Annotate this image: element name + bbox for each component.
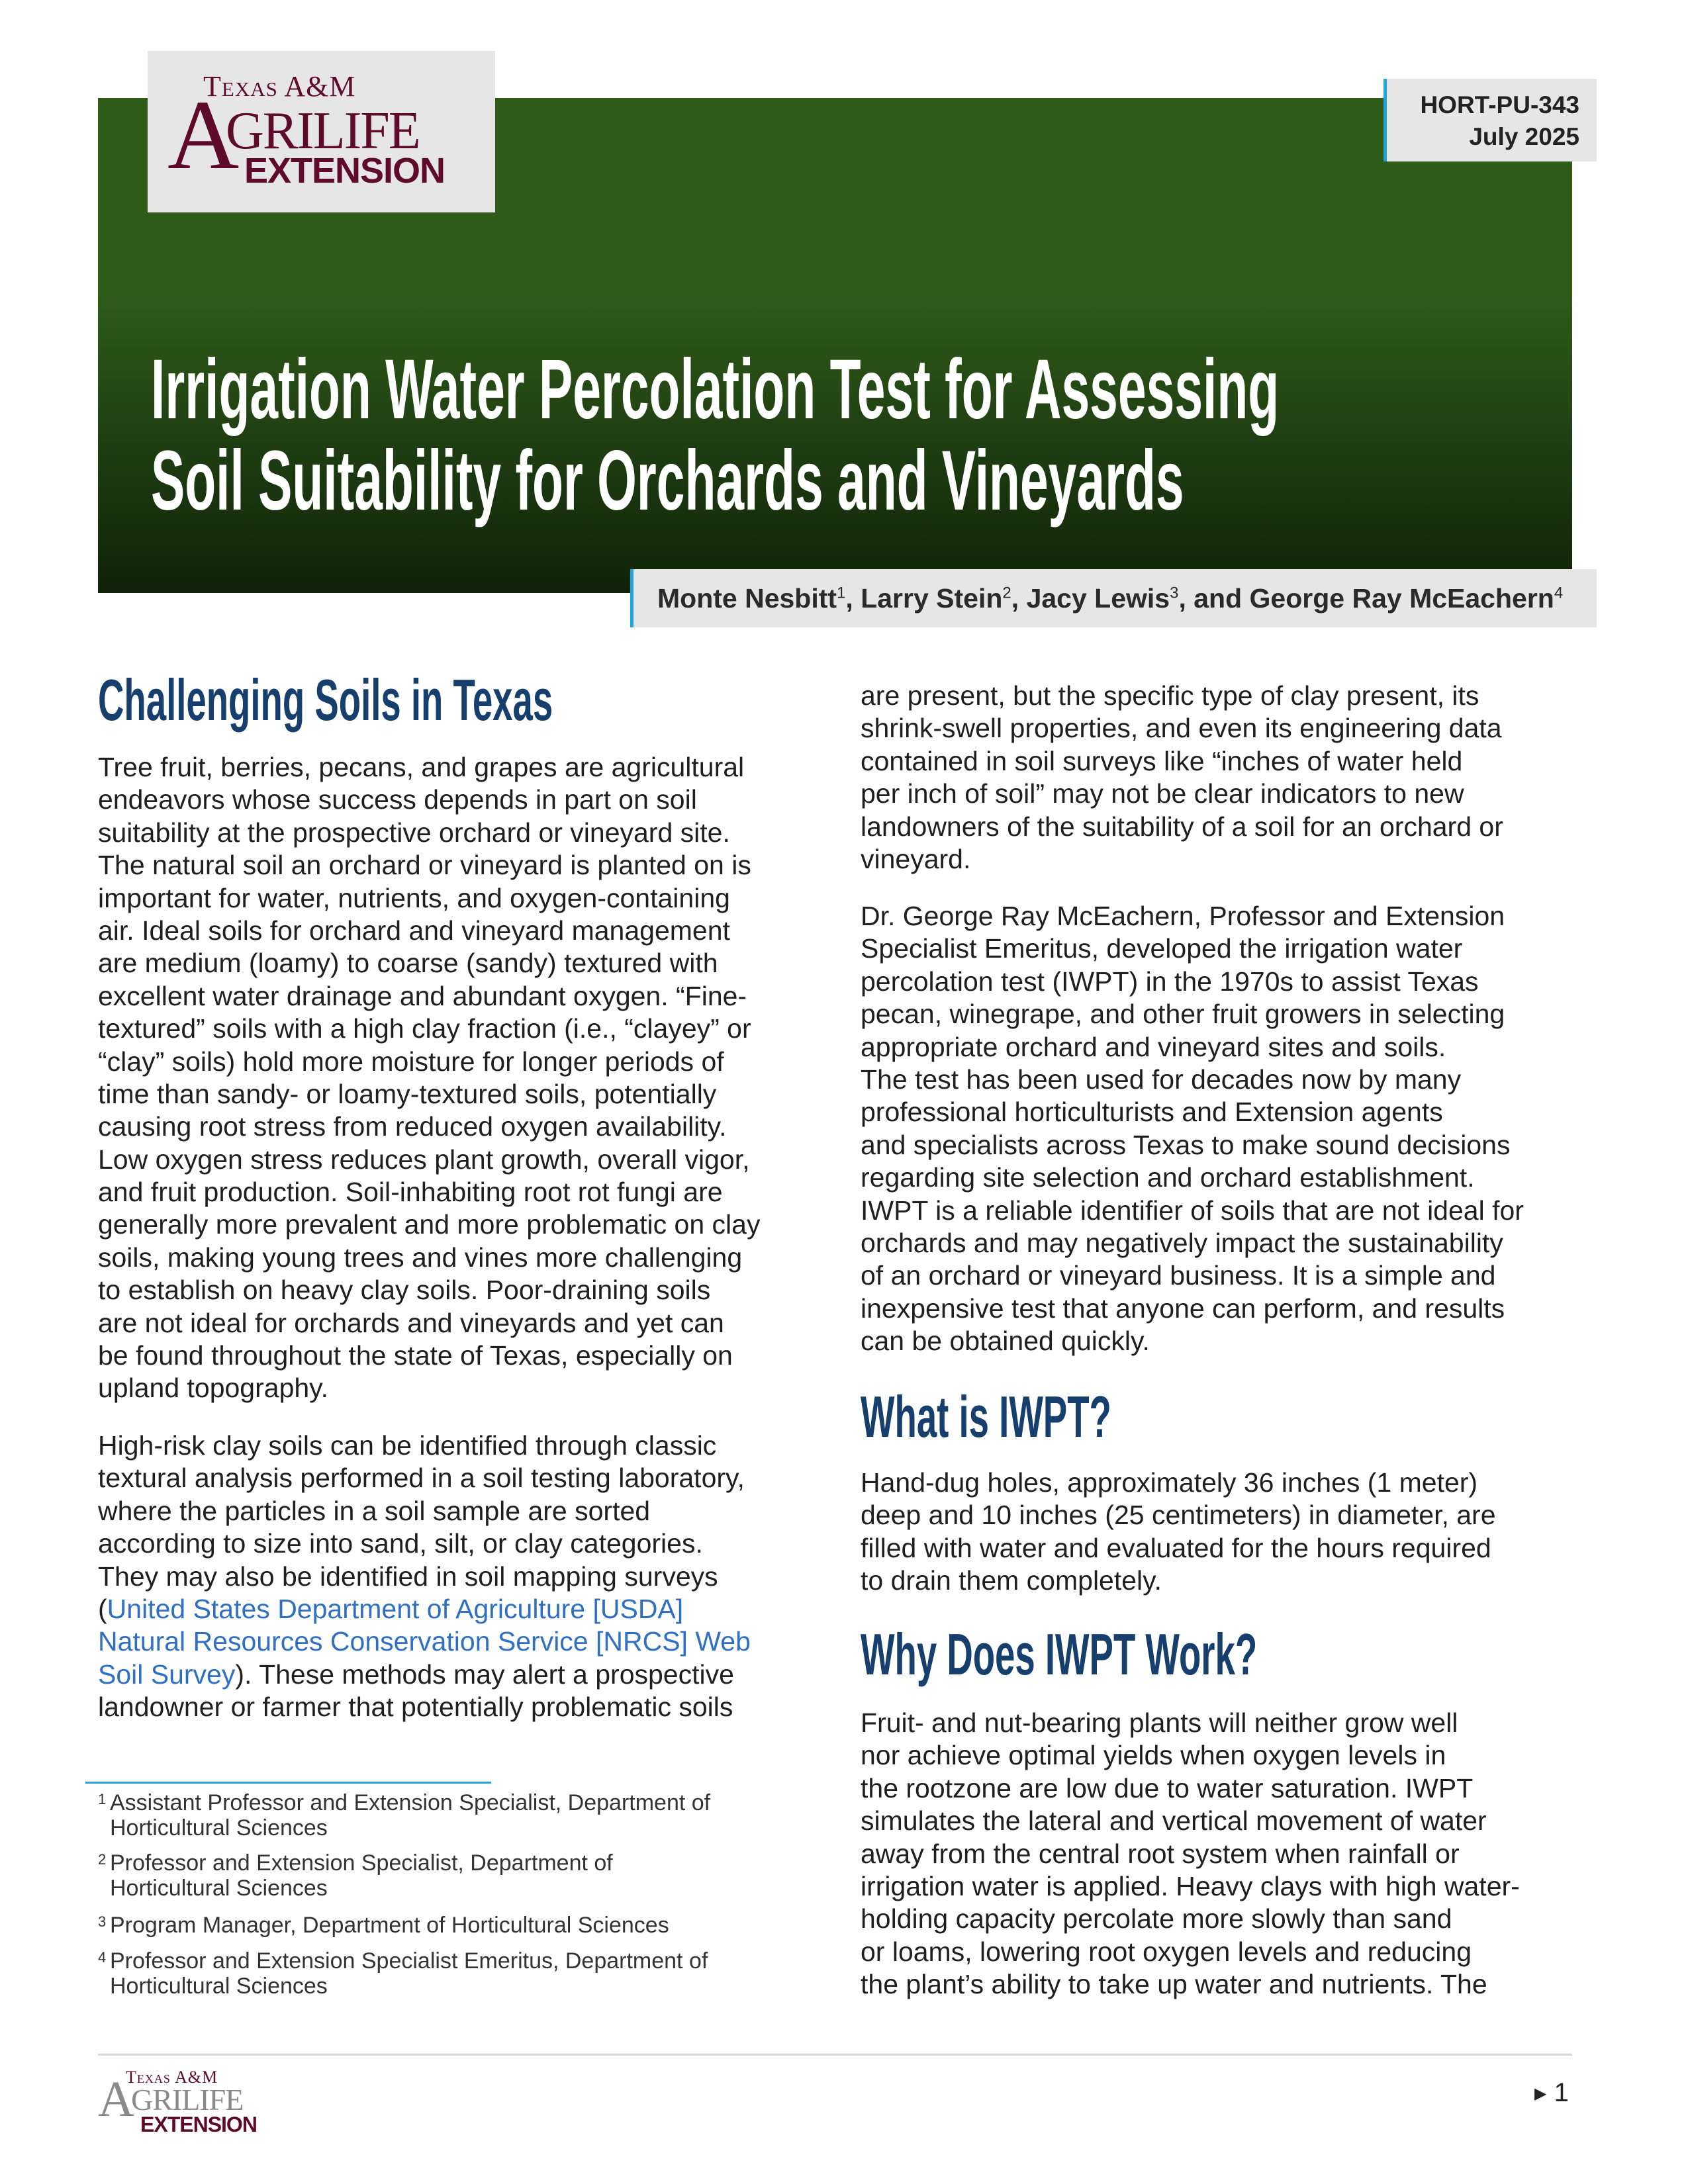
- text-line: excellent water drainage and abundant oxygen. “Fine-: [98, 980, 747, 1011]
- text-line: where the particles in a soil sample are sorted: [98, 1495, 651, 1526]
- paragraph: High-risk clay soils can be identified through classic textural analysis performed in a soil testing laboratory, where the particles in a soil sample are sorted according to size into sand, silt, or clay categories. They may also be identified in soil mapping surveys (United States Department of Agriculture [USDA] Natural Resources Conservation Service [NRCS] Web Soil Survey). These methods may alert a prospective landowner or farmer that potentially problematic soils: [98, 1430, 751, 1723]
- text-line: are not ideal for orchards and vineyards and yet can: [98, 1307, 724, 1338]
- publication-code: HORT-PU-343: [1420, 91, 1579, 118]
- text-line: and fruit production. Soil-inhabiting root rot fungi are: [98, 1177, 723, 1208]
- text-line: per inch of soil” may not be clear indicators to new: [861, 778, 1464, 809]
- logo-letter-a: A: [167, 80, 240, 190]
- paragraph: [98, 751, 760, 1405]
- text-line: nor achieve optimal yields when oxygen levels in: [861, 1740, 1446, 1771]
- text-line: simulates the lateral and vertical movement of water: [861, 1805, 1487, 1837]
- text-line: Hand-dug holes, approximately 36 inches (1 meter): [861, 1467, 1478, 1498]
- text-line: IWPT is a reliable identifier of soils that are not ideal for: [861, 1195, 1524, 1226]
- paragraph: [861, 680, 1503, 876]
- text-line: or loams, lowering root oxygen levels and reducing: [861, 1936, 1472, 1967]
- text-line: textural analysis performed in a soil testing laboratory,: [98, 1463, 745, 1494]
- text-line: textured” soils with a high clay fraction (i.e., “clayey” or: [98, 1013, 751, 1044]
- text-line: to establish on heavy clay soils. Poor-draining soils: [98, 1275, 711, 1306]
- text-line: vineyard.: [861, 843, 971, 874]
- text-line: be found throughout the state of Texas, especially on: [98, 1340, 733, 1371]
- text-line: appropriate orchard and vineyard sites and soils.: [861, 1031, 1446, 1062]
- text-line: pecan, winegrape, and other fruit growers in selecting: [861, 999, 1505, 1030]
- text-line: They may also be identified in soil mapping surveys: [98, 1561, 718, 1592]
- text-line: Low oxygen stress reduces plant growth, overall vigor,: [98, 1144, 750, 1175]
- text-line: professional horticulturists and Extension agents: [861, 1097, 1443, 1128]
- text-line: filled with water and evaluated for the hours required: [861, 1532, 1491, 1563]
- text-line: contained in soil surveys like “inches of water held: [861, 745, 1463, 776]
- footer-agrilife-logo: A Texas A&M GRILIFE EXTENSION: [98, 2068, 257, 2136]
- footnote: 3 Program Manager, Department of Horticultural Sciences: [98, 1913, 669, 1938]
- text-line: inexpensive test that anyone can perform, and results: [861, 1293, 1505, 1324]
- footnote: 4 Professor and Extension Specialist Emeritus, Department of Horticultural Sciences: [98, 1948, 708, 1999]
- paragraph: [861, 900, 1524, 1357]
- page-number: ▶ 1: [1534, 2078, 1569, 2107]
- paragraph: [861, 1707, 1520, 2001]
- text-line: time than sandy- or loamy-textured soils, potentially: [98, 1078, 717, 1109]
- text-line: percolation test (IWPT) in the 1970s to assist Texas: [861, 966, 1479, 997]
- text-line: the plant’s ability to take up water and nutrients. The: [861, 1969, 1487, 2000]
- text-line: and specialists across Texas to make sound decisions: [861, 1129, 1511, 1160]
- section-heading: Challenging Soils in Texas: [98, 667, 553, 733]
- logo-texas-am: Texas A&M: [203, 70, 356, 103]
- text-line: the rootzone are low due to water saturation. IWPT: [861, 1772, 1474, 1803]
- page-title: [151, 344, 1688, 527]
- text-line: Dr. George Ray McEachern, Professor and Extension: [861, 901, 1505, 931]
- publication-date: July 2025: [1469, 123, 1579, 150]
- footnote: 1 Assistant Professor and Extension Specialist, Department of Horticultural Sciences: [98, 1790, 711, 1841]
- text-line: Fruit- and nut-bearing plants will neither grow well: [861, 1707, 1458, 1738]
- author: Larry Stein$^2$,: [861, 583, 1027, 614]
- text-line: deep and 10 inches (25 centimeters) in diameter, are: [861, 1500, 1496, 1531]
- title-line: Irrigation Water Percolation Test for Assessing: [151, 342, 1280, 437]
- text-line: air. Ideal soils for orchard and vineyard management: [98, 915, 730, 946]
- text-line: suitability at the prospective orchard or vineyard site.: [98, 817, 730, 848]
- text-line: to drain them completely.: [861, 1565, 1162, 1596]
- triangle-right-icon: ▶: [1534, 2085, 1547, 2103]
- usda-nrcs-web-soil-survey-link[interactable]: Soil Survey: [98, 1659, 236, 1690]
- text-line: orchards and may negatively impact the sustainability: [861, 1227, 1503, 1258]
- footnote: 2 Professor and Extension Specialist, Department of Horticultural Sciences: [98, 1850, 613, 1901]
- logo-agrilife: GRILIFE: [226, 102, 420, 160]
- text-line: irrigation water is applied. Heavy clays with high water-: [861, 1870, 1520, 1901]
- paragraph: [861, 1467, 1496, 1598]
- authors-bar: [630, 569, 1597, 627]
- author: George Ray McEachern$^4$: [1249, 583, 1564, 614]
- text-line: shrink-swell properties, and even its engineering data: [861, 713, 1502, 744]
- footnote-divider: [85, 1782, 491, 1784]
- text-line: landowners of the suitability of a soil for an orchard or: [861, 811, 1503, 842]
- text-line: soils, making young trees and vines more challenging: [98, 1242, 743, 1273]
- text-line: important for water, nutrients, and oxygen-containing: [98, 882, 730, 913]
- usda-nrcs-web-soil-survey-link[interactable]: United States Department of Agriculture [USDA]: [107, 1593, 684, 1624]
- text-line: can be obtained quickly.: [861, 1326, 1150, 1357]
- text-line: regarding site selection and orchard establishment.: [861, 1162, 1475, 1193]
- text-line: according to size into sand, silt, or clay categories.: [98, 1528, 703, 1559]
- text-line: causing root stress from reduced oxygen availability.: [98, 1111, 727, 1142]
- text-line: are present, but the specific type of clay present, its: [861, 680, 1479, 711]
- title-line: Soil Suitability for Orchards and Vineyards: [151, 433, 1184, 528]
- text-line: The test has been used for decades now by many: [861, 1064, 1462, 1095]
- text-line: of an orchard or vineyard business. It is a simple and: [861, 1260, 1496, 1291]
- text-line: The natural soil an orchard or vineyard is planted on is: [98, 850, 751, 881]
- text-line: generally more prevalent and more problematic on clay: [98, 1209, 761, 1240]
- text-line: holding capacity percolate more slowly than sand: [861, 1903, 1452, 1934]
- text-line: High-risk clay soils can be identified through classic: [98, 1430, 717, 1461]
- agrilife-logo: [148, 51, 495, 212]
- footer-divider: [98, 2054, 1572, 2056]
- text-line: Tree fruit, berries, pecans, and grapes are agricultural: [98, 752, 745, 782]
- author: Jacy Lewis$^3$, and: [1026, 583, 1250, 614]
- text-line: away from the central root system when rainfall or: [861, 1838, 1460, 1869]
- text-line: endeavors whose success depends in part on soil: [98, 784, 697, 815]
- section-heading: What is IWPT?: [861, 1384, 1111, 1449]
- author: Monte Nesbitt$^1$,: [657, 583, 861, 614]
- logo-extension: EXTENSION: [244, 151, 445, 191]
- publication-badge: [1383, 79, 1597, 161]
- text-line: “clay” soils) hold more moisture for longer periods of: [98, 1046, 724, 1077]
- text-line: upland topography.: [98, 1373, 329, 1404]
- text-line: are medium (loamy) to coarse (sandy) textured with: [98, 948, 718, 979]
- section-heading: Why Does IWPT Work?: [861, 1621, 1258, 1687]
- text-line: Specialist Emeritus, developed the irrigation water: [861, 933, 1463, 964]
- usda-nrcs-web-soil-survey-link[interactable]: Natural Resources Conservation Service [NRCS] Web: [98, 1626, 751, 1657]
